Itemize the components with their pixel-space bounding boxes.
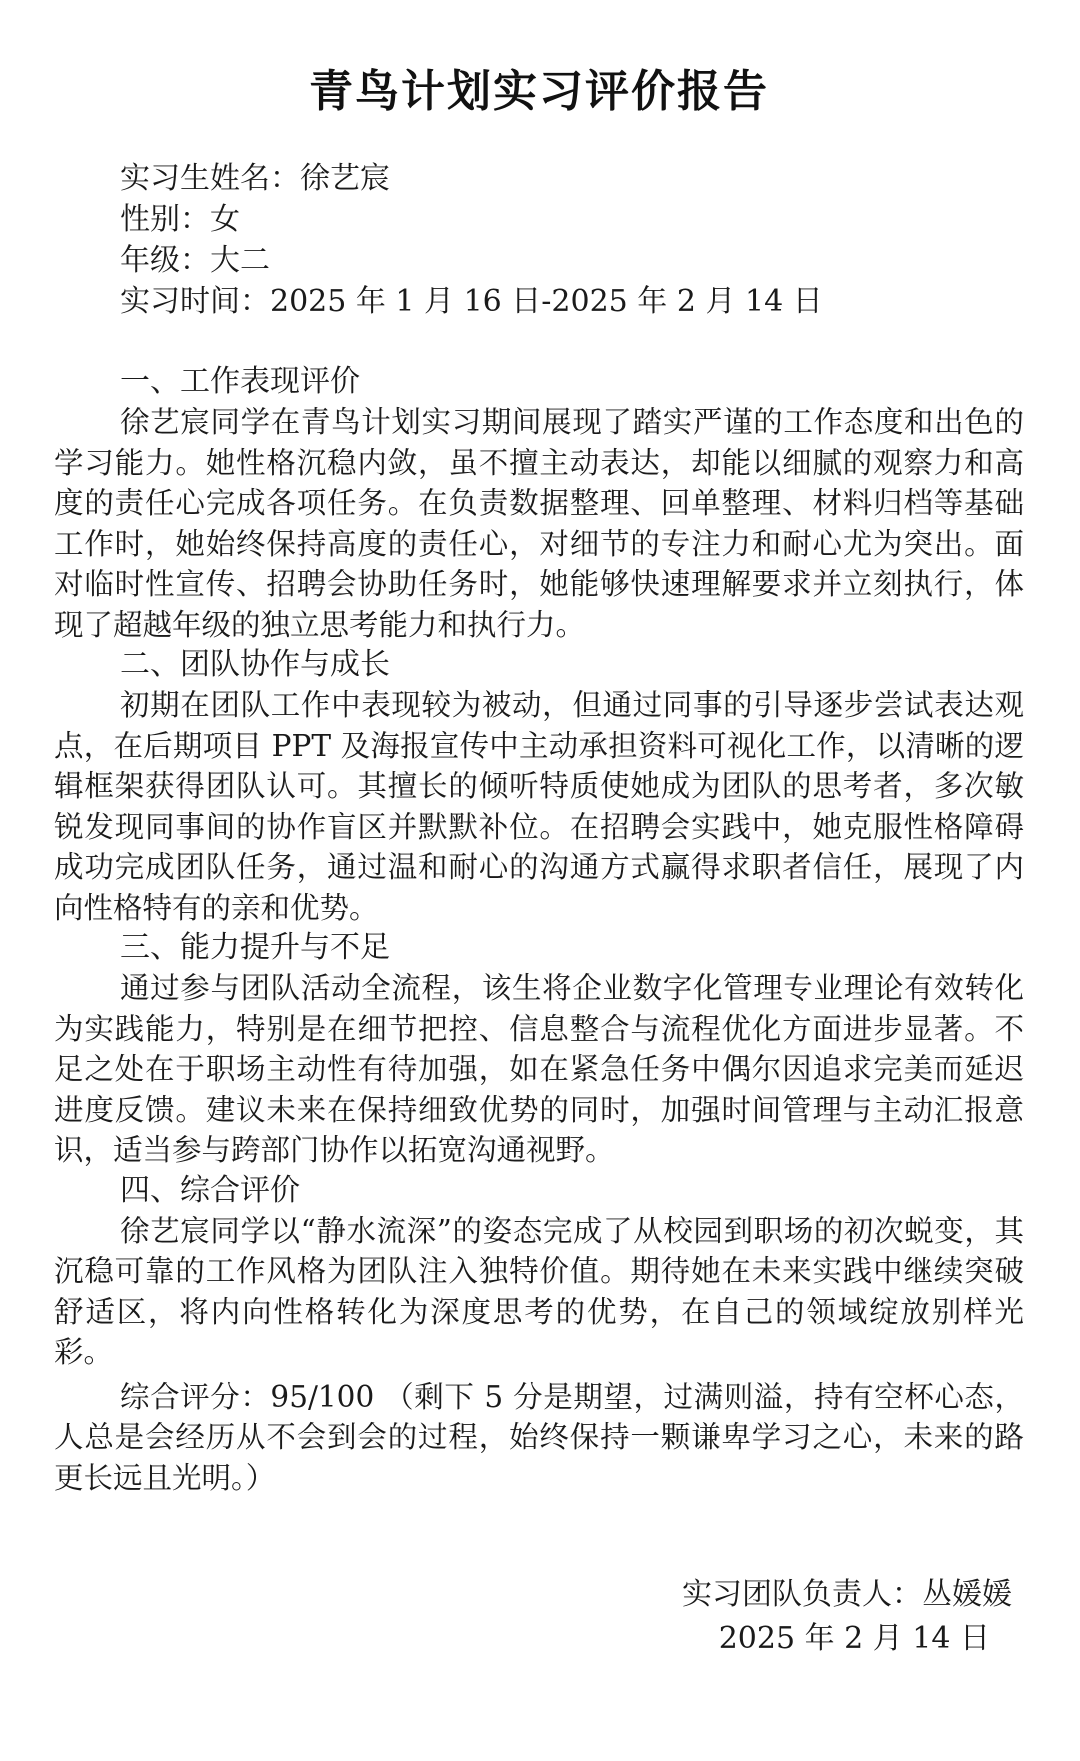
intern-info-block [54,158,1024,322]
section-ability-shortcomings [54,928,1024,1171]
section-body: 通过参与团队活动全流程，该生将企业数字化管理专业理论有效转化为实践能力，特别是在细节把控、信息整合与流程优化方面进步显著。不足之处在于职场主动性有待加强，如在紧急任务中偶尔因追求完美而延迟进度反馈。建议未来在保持细致优势的同时，加强时间管理与主动汇报意识，适当参与跨部门协作以拓宽沟通视野。 [54,971,1024,1167]
section-overall-evaluation [54,1171,1024,1373]
section-heading: 四、综合评价 [120,1172,300,1208]
section-heading: 二、团队协作与成长 [120,647,390,682]
signature-date: 2025 年 2 月 14 日 [718,1621,990,1656]
overall-score: 综合评分：95/100 （剩下 5 分是期望，过满则溢，持有空杯心态，人总是会经历从不会到会的过程，始终保持一颗谦卑学习之心，未来的路更长远且光明。） [54,1379,1024,1495]
evaluation-sections [54,362,1024,1498]
intern-grade: 年级：大二 [120,243,270,278]
section-teamwork-growth [54,645,1024,928]
section-body: 初期在团队工作中表现较为被动，但通过同事的引导逐步尝试表达观点，在后期项目 PPT 及海报宣传中主动承担资料可视化工作，以清晰的逻辑框架获得团队认可。其擅长的倾听特质使她成为团队的思考者，多次敏锐发现同事间的协作盲区并默默补位。在招聘会实践中，她克服性格障碍成功完成团队任务，通过温和耐心的沟通方式赢得求职者信任，展现了内向性格特有的亲和优势。 [54,688,1024,925]
section-body: 徐艺宸同学在青鸟计划实习期间展现了踏实严谨的工作态度和出色的学习能力。她性格沉稳内敛，虽不擅主动表达，却能以细腻的观察力和高度的责任心完成各项任务。在负责数据整理、回单整理、材料归档等基础工作时，她始终保持高度的责任心，对细节的专注力和耐心尤为突出。面对临时性宣传、招聘会协助任务时，她能够快速理解要求并立刻执行，体现了超越年级的独立思考能力和执行力。 [54,405,1024,642]
intern-gender: 性别：女 [120,202,240,237]
team-leader-signature: 实习团队负责人：丛媛媛 [682,1577,1012,1612]
section-heading: 一、工作表现评价 [120,364,360,399]
internship-period: 实习时间：2025 年 1 月 16 日-2025 年 2 月 14 日 [120,284,823,319]
section-heading: 三、能力提升与不足 [120,930,390,965]
report-title: 青鸟计划实习评价报告 [309,66,769,117]
section-work-performance [54,362,1024,645]
intern-name: 实习生姓名：徐艺宸 [120,161,390,196]
signature-block [682,1574,1012,1660]
section-body: 徐艺宸同学以“静水流深”的姿态完成了从校园到职场的初次蜕变，其沉稳可靠的工作风格为团队注入独特价值。期待她在未来实践中继续突破舒适区，将内向性格转化为深度思考的优势，在自己的领域绽放别样光彩。 [54,1213,1024,1369]
